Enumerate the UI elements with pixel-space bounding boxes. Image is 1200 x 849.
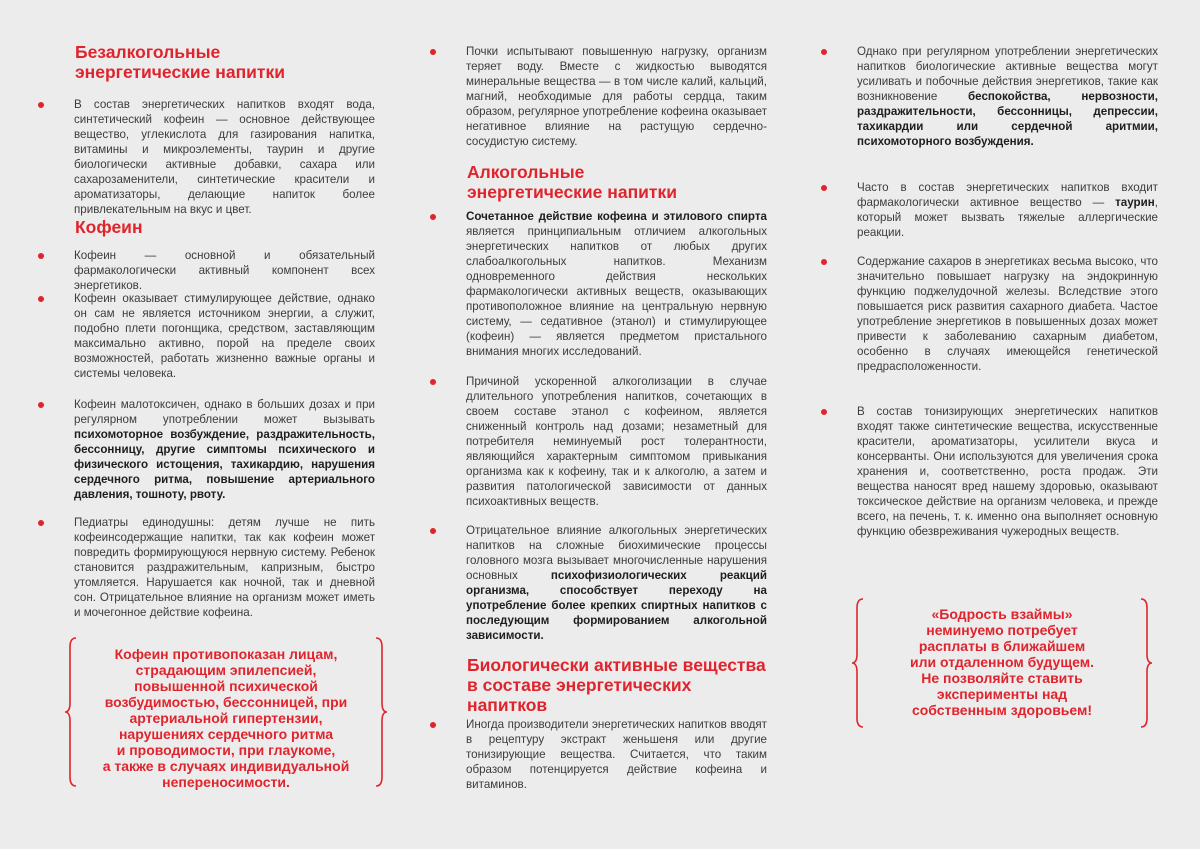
item-text xyxy=(857,180,1158,240)
callout-line: повышенной психической xyxy=(134,678,318,694)
list-item xyxy=(818,254,1158,374)
bullet-icon xyxy=(38,402,44,408)
heading-line: напитков xyxy=(467,695,548,715)
right-brace-icon xyxy=(1139,598,1153,728)
bullet-icon xyxy=(821,185,827,191)
item-text: Содержание сахаров в энергетиках весьма высоко, что значительно повышает нагрузку на эндокринную функцию поджелудочной железы. Вследствие этого повышается риск развития сахарного диабета. Частое употребление энергетиков в повышенных дозах может привести к заболеванию сахарным диабетом, особенно в случаях имеющейся генетической предрасположенности. xyxy=(857,255,1158,373)
callout-line: Не позволяйте ставить xyxy=(921,670,1083,686)
item-text-plain: Кофеин малотоксичен, однако в больших дозах и при регулярном употреблении может вызывать xyxy=(74,398,375,426)
item-text-plain: является принципиальным отличием алкогольных энергетических напитков от любых других слабоалкогольных напитков. Механизм одновременного действия нескольких фармакологически активных веществ, оказывающих противоположное влияние на центральную нервную систему, — седативное (этанол) и стимулирующее (кофеин) — является предметом пристального внимания многих исследований. xyxy=(466,225,767,358)
list-item xyxy=(427,523,767,643)
callout-line: эксперименты над xyxy=(936,686,1068,702)
list-item xyxy=(35,515,375,620)
left-brace-icon xyxy=(64,637,78,787)
item-text: Причиной ускоренной алкоголизации в случае длительного употребления напитков, сочетающих в своем составе этанол с кофеином, является сниженный контроль над дозами; незаметный для потребителя неминуемый рост толерантности, являющийся характерным симптомом привыкания организма как к кофеину, так и к алкоголю, а затем и развития патологической зависимости от данных психоактивных веществ. xyxy=(466,375,767,508)
list-item xyxy=(818,44,1158,149)
callout-line: нарушениях сердечного ритма xyxy=(118,726,334,742)
item-text-bold: психофизиологических реакций организма, способствует переходу на употребление более крепких спиртных напитков с последующим формированием алкогольной зависимости. xyxy=(466,569,767,642)
heading-nonalcoholic xyxy=(75,42,285,82)
bullet-icon xyxy=(430,722,436,728)
item-text: В состав тонизирующих энергетических напитков входят также синтетические вещества, искусственные красители, ароматизаторы, усилители вкуса и консерванты. Они используются для увеличения срока хранения и, соответственно, роста продаж. Эти вещества наносят вред нашему здоровью, оказывают токсическое действие на организм человека, и прежде всего, на печень, т. к. именно она выполняет основную функцию обезвреживания чужеродных веществ. xyxy=(857,405,1158,538)
item-text: Иногда производители энергетических напитков вводят в рецептуру экстракт женьшеня или другие тонизирующие вещества. Считается, что таким образом потенцируется действие кофеина и витаминов. xyxy=(466,718,767,791)
item-text xyxy=(857,44,1158,149)
callout-line: собственным здоровьем! xyxy=(911,702,1093,718)
bullet-icon xyxy=(821,409,827,415)
warning-callout xyxy=(866,606,1138,718)
bullet-icon xyxy=(430,379,436,385)
list-item xyxy=(35,291,375,381)
bullet-icon xyxy=(430,49,436,55)
item-text-plain: Однако при регулярном употреблении энергетических напитков биологические активные вещества могут усиливать и побочные действия энергетиков, такие как возникновение xyxy=(857,45,1158,103)
list-item xyxy=(427,209,767,359)
bullet-icon xyxy=(38,520,44,526)
callout-line: расплаты в ближайшем xyxy=(918,638,1086,654)
heading-line: в составе энергетических xyxy=(467,675,692,695)
heading-bioactive xyxy=(467,655,766,715)
heading-line: Кофеин xyxy=(75,217,143,237)
callout-line: и проводимости, при глаукоме, xyxy=(116,742,336,758)
callout-line: возбудимостью, бессонницей, при xyxy=(104,694,348,710)
list-item xyxy=(427,44,767,149)
item-text: Кофеин — основной и обязательный фармакологически активный компонент всех энергетиков. xyxy=(74,249,375,292)
item-text xyxy=(74,397,375,502)
item-text-bold: Сочетанное действие кофеина и этилового спирта xyxy=(466,210,767,223)
item-text-bold: беспокойства, нервозности, раздражительности, бессонницы, депрессии, тахикардии или сердечной аритмии, психомоторного возбуждения. xyxy=(857,90,1158,148)
callout-line: неминуемо потребует xyxy=(926,622,1078,638)
list-item xyxy=(427,374,767,509)
right-brace-icon xyxy=(374,637,388,787)
heading-line: Алкогольные xyxy=(467,162,585,182)
list-item xyxy=(818,180,1158,240)
heading-line: энергетические напитки xyxy=(75,62,285,82)
list-item xyxy=(35,397,375,502)
item-text xyxy=(466,209,767,359)
callout-line: «Бодрость взаймы» xyxy=(931,606,1073,622)
callout-line: а также в случаях индивидуальной xyxy=(102,758,350,774)
bullet-icon xyxy=(430,528,436,534)
bullet-icon xyxy=(430,214,436,220)
callout-line: Кофеин противопоказан лицам, xyxy=(114,646,338,662)
callout-line: артериальной гипертензии, xyxy=(129,710,323,726)
bullet-icon xyxy=(38,102,44,108)
item-text-plain: Отрицательное влияние алкогольных энергетических напитков на сложные биохимические процессы головного мозга вызывает многочисленные нарушения основных xyxy=(466,524,767,582)
bullet-icon xyxy=(38,253,44,259)
heading-line: Биологически активные вещества xyxy=(467,655,766,675)
bullet-icon xyxy=(821,49,827,55)
item-text-plain: Часто в состав энергетических напитков входит фармакологически активное вещество — xyxy=(857,181,1158,209)
callout-line: или отдаленном будущем. xyxy=(910,654,1094,670)
item-text: Почки испытывают повышенную нагрузку, организм теряет воду. Вместе с жидкостью выводятся минеральные вещества — в том числе калий, кальций, магний, необходимые для работы сердца, таким образом, регулярное употребление кофеина оказывает негативное влияние на растущую сердечно-сосудистую систему. xyxy=(466,45,767,148)
bullet-icon xyxy=(821,259,827,265)
left-brace-icon xyxy=(851,598,865,728)
list-item xyxy=(427,717,767,792)
contraindications-callout xyxy=(78,646,374,790)
list-item xyxy=(35,248,375,293)
heading-caffeine xyxy=(75,217,143,237)
callout-line: непереносимости. xyxy=(162,774,290,790)
callout-line: страдающим эпилепсией, xyxy=(135,662,317,678)
heading-line: Безалкогольные xyxy=(75,42,221,62)
item-text-bold: психомоторное возбуждение, раздражительность, бессонницу, другие симптомы психического и физического истощения, тахикардию, нарушения сердечного ритма, повышение артериального давления, тошноту, рвоту. xyxy=(74,428,375,501)
item-text-bold: таурин xyxy=(1115,196,1155,209)
heading-alcoholic xyxy=(467,162,677,202)
list-item xyxy=(35,97,375,217)
item-text-plain: , который может вызвать тяжелые аллергические реакции. xyxy=(857,196,1158,239)
item-text: В состав энергетических напитков входят вода, синтетический кофеин — основное действующее вещество, углекислота для газирования напитка, витамины и микроэлементы, таурин и другие биологически активные добавки, сахара или сахарозаменители, синтетические красители и ароматизаторы, делающие напиток более привлекательным на вкус и цвет. xyxy=(74,98,375,216)
item-text: Педиатры единодушны: детям лучше не пить кофеинсодержащие напитки, так как кофеин может повредить формирующуюся нервную систему. Ребенок становится раздражительным, капризным, быстро утомляется. Нарушается как ночной, так и дневной сон. Отрицательное влияние на организм может иметь и мочегонное действие кофеина. xyxy=(74,516,375,619)
item-text: Кофеин оказывает стимулирующее действие, однако он сам не является источником энергии, а служит, подобно плети погонщика, средством, заставляющим максимально активно, порой на пределе своих возможностей, работать жизненно важные органы и системы человека. xyxy=(74,292,375,380)
bullet-icon xyxy=(38,296,44,302)
item-text xyxy=(466,523,767,643)
list-item xyxy=(818,404,1158,539)
heading-line: энергетические напитки xyxy=(467,182,677,202)
